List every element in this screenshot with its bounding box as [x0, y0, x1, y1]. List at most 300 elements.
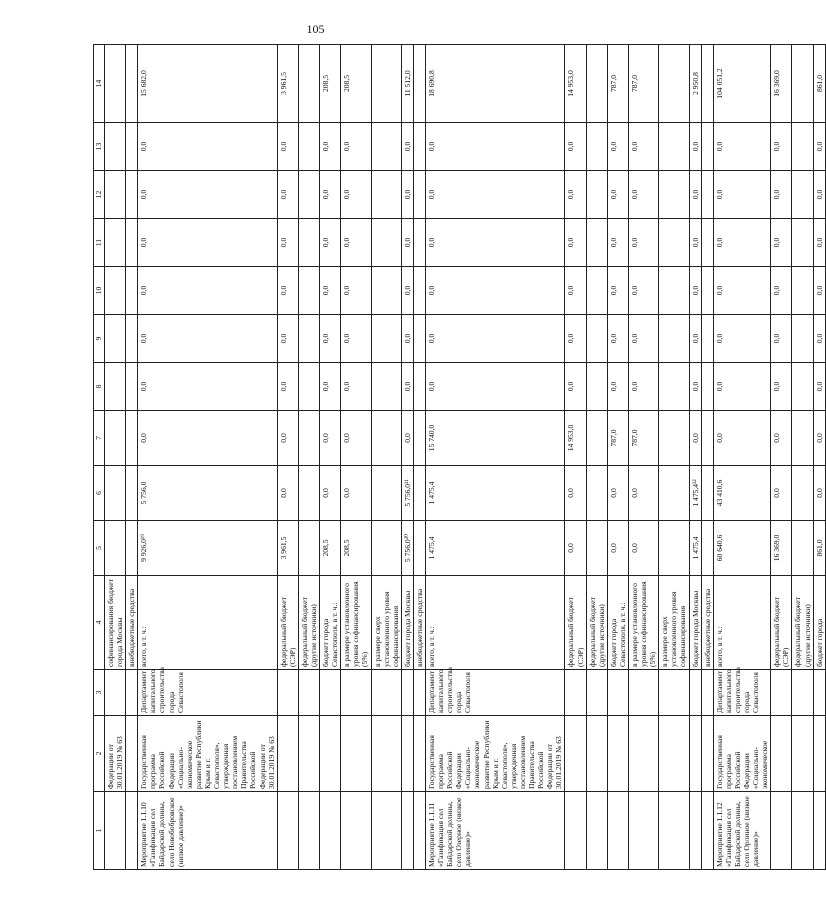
executor-cell: [371, 670, 401, 716]
value-cell: 0,0: [628, 123, 658, 171]
column-number: 4: [94, 576, 105, 670]
total-cell: 11 512,0: [401, 45, 413, 123]
value-cell: [659, 315, 689, 363]
value-cell: [659, 171, 689, 219]
value-cell: [659, 363, 689, 411]
measure-name-cell: [371, 792, 401, 870]
value-cell: 1 475,4: [426, 521, 565, 576]
table-row: [659, 45, 689, 870]
measure-name-cell: [126, 792, 138, 870]
value-cell: [413, 219, 425, 267]
funding-source-cell: бюджет города Севастополя, в т. ч.:: [320, 576, 341, 670]
funding-source-cell: в размере установленного уровня софинансирования (5%): [341, 576, 371, 670]
value-cell: [792, 315, 813, 363]
measure-name-cell: [105, 792, 126, 870]
value-cell: 0,0: [401, 411, 413, 466]
value-cell: 0,0: [607, 171, 628, 219]
total-cell: 861,0: [813, 45, 825, 123]
measure-name-cell: [701, 792, 713, 870]
executor-cell: Департамент капитального строительства города Севастополя: [138, 670, 277, 716]
value-cell: [126, 363, 138, 411]
value-cell: 0,0: [771, 123, 792, 171]
program-name-cell: [277, 716, 298, 792]
value-cell: [701, 315, 713, 363]
value-cell: 0,0: [341, 363, 371, 411]
value-cell: 0,0: [138, 267, 277, 315]
executor-cell: [689, 670, 701, 716]
value-cell: 9 926,0¹⁹: [138, 521, 277, 576]
total-cell: 2 950,8: [689, 45, 701, 123]
value-cell: 0,0: [689, 171, 701, 219]
value-cell: 0,0: [713, 171, 771, 219]
funding-source-cell: в размере сверх установленного уровня софинансирования: [371, 576, 401, 670]
value-cell: 0,0: [320, 411, 341, 466]
value-cell: 0,0: [565, 466, 586, 521]
total-cell: [105, 45, 126, 123]
value-cell: 0,0: [713, 363, 771, 411]
measure-name-cell: [586, 792, 607, 870]
value-cell: [413, 123, 425, 171]
value-cell: [298, 123, 319, 171]
value-cell: [298, 267, 319, 315]
program-name-cell: [659, 716, 689, 792]
funding-source-cell: бюджет города Севастополя, в т. ч.:: [607, 576, 628, 670]
measure-name-cell: [298, 792, 319, 870]
value-cell: [371, 123, 401, 171]
total-cell: 16 369,0: [771, 45, 792, 123]
value-cell: 0,0: [277, 267, 298, 315]
value-cell: [792, 466, 813, 521]
table-row: [701, 45, 713, 870]
value-cell: [298, 219, 319, 267]
value-cell: [126, 219, 138, 267]
program-name-cell: [126, 716, 138, 792]
program-name-cell: [371, 716, 401, 792]
value-cell: 0,0: [277, 411, 298, 466]
table-row: [371, 45, 401, 870]
value-cell: [105, 171, 126, 219]
value-cell: [413, 171, 425, 219]
executor-cell: [565, 670, 586, 716]
program-name-cell: Государственная программа Российской Федерации «Социально-экономическое развитие Республики Крым и г. Севастополя», утвержденная постановлением Правительства Российской Федерации от 30.01.2019 № 63: [138, 716, 277, 792]
executor-cell: [105, 670, 126, 716]
value-cell: 0,0: [771, 315, 792, 363]
value-cell: 0,0: [689, 315, 701, 363]
table-row: [320, 45, 341, 870]
value-cell: [298, 521, 319, 576]
measure-name-cell: [401, 792, 413, 870]
value-cell: 0,0: [341, 315, 371, 363]
value-cell: [586, 363, 607, 411]
executor-cell: [701, 670, 713, 716]
value-cell: 16 369,0: [771, 521, 792, 576]
value-cell: 208,5: [341, 521, 371, 576]
value-cell: 0,0: [607, 521, 628, 576]
executor-cell: [607, 670, 628, 716]
value-cell: 0,0: [607, 123, 628, 171]
value-cell: 0,0: [713, 315, 771, 363]
value-cell: [659, 466, 689, 521]
table-row: [813, 45, 825, 870]
program-name-cell: [701, 716, 713, 792]
value-cell: [126, 171, 138, 219]
program-name-cell: [628, 716, 658, 792]
value-cell: [659, 411, 689, 466]
value-cell: 0,0: [277, 219, 298, 267]
program-name-cell: Государственная программа Российской Федерации «Социально-экономическое развитие Республики Крым и г. Севастополя», утвержденная постановлением Правительства Российской Федерации от 30.01.2019 № 63: [426, 716, 565, 792]
value-cell: 0,0: [320, 466, 341, 521]
executor-cell: [126, 670, 138, 716]
value-cell: [105, 315, 126, 363]
value-cell: 0,0: [426, 219, 565, 267]
value-cell: 0,0: [341, 219, 371, 267]
value-cell: [126, 411, 138, 466]
value-cell: 0,0: [771, 267, 792, 315]
value-cell: [298, 466, 319, 521]
program-name-cell: [298, 716, 319, 792]
value-cell: 0,0: [277, 315, 298, 363]
value-cell: 0,0: [138, 219, 277, 267]
value-cell: 0,0: [628, 363, 658, 411]
header-row: [94, 45, 105, 870]
table-body: [94, 45, 826, 870]
value-cell: 0,0: [341, 267, 371, 315]
funding-source-cell: федеральный бюджет (СЭР): [565, 576, 586, 670]
value-cell: [701, 466, 713, 521]
value-cell: 0,0: [401, 219, 413, 267]
funding-source-cell: внебюджетные средства: [413, 576, 425, 670]
value-cell: 0,0: [607, 466, 628, 521]
value-cell: [105, 267, 126, 315]
column-number: 6: [94, 466, 105, 521]
value-cell: 0,0: [689, 363, 701, 411]
value-cell: [792, 267, 813, 315]
table-row: [607, 45, 628, 870]
table-row: [771, 45, 792, 870]
value-cell: 0,0: [813, 219, 825, 267]
value-cell: 787,0: [628, 411, 658, 466]
value-cell: 43 410,6: [713, 466, 771, 521]
value-cell: [298, 411, 319, 466]
value-cell: [659, 219, 689, 267]
executor-cell: [413, 670, 425, 716]
value-cell: 1 475,4: [689, 521, 701, 576]
measure-name-cell: Мероприятие 1.1.12 «Газификация сел Байдарской долины, село Орлиное (низкое давление)»: [713, 792, 771, 870]
value-cell: [792, 123, 813, 171]
column-number: 1: [94, 792, 105, 870]
value-cell: 0,0: [689, 219, 701, 267]
total-cell: 787,0: [628, 45, 658, 123]
table-row: [298, 45, 319, 870]
executor-cell: [298, 670, 319, 716]
value-cell: [586, 171, 607, 219]
table-row: [401, 45, 413, 870]
value-cell: 0,0: [426, 363, 565, 411]
column-number: 14: [94, 45, 105, 123]
value-cell: 0,0: [401, 123, 413, 171]
value-cell: [413, 411, 425, 466]
executor-cell: [813, 670, 825, 716]
value-cell: [659, 521, 689, 576]
value-cell: 0,0: [138, 315, 277, 363]
value-cell: [701, 123, 713, 171]
value-cell: 0,0: [565, 315, 586, 363]
value-cell: 0,0: [138, 171, 277, 219]
value-cell: 0,0: [813, 466, 825, 521]
value-cell: [586, 267, 607, 315]
value-cell: [659, 123, 689, 171]
value-cell: [701, 363, 713, 411]
value-cell: 0,0: [607, 363, 628, 411]
program-name-cell: [607, 716, 628, 792]
value-cell: 0,0: [628, 521, 658, 576]
value-cell: [792, 171, 813, 219]
table-row: [628, 45, 658, 870]
value-cell: 0,0: [813, 123, 825, 171]
program-name-cell: [689, 716, 701, 792]
table-row: [105, 45, 126, 870]
value-cell: [371, 363, 401, 411]
total-cell: 104 051,2: [713, 45, 771, 123]
funding-source-cell: федеральный бюджет (СЭР): [771, 576, 792, 670]
value-cell: [792, 363, 813, 411]
measure-name-cell: [277, 792, 298, 870]
total-cell: [298, 45, 319, 123]
value-cell: 0,0: [320, 219, 341, 267]
value-cell: 0,0: [628, 219, 658, 267]
program-name-cell: Государственная программа Российской Федерации «Социально-экономическое: [713, 716, 771, 792]
value-cell: [371, 267, 401, 315]
value-cell: 0,0: [401, 171, 413, 219]
value-cell: [413, 315, 425, 363]
value-cell: 0,0: [401, 363, 413, 411]
value-cell: 3 961,5: [277, 521, 298, 576]
total-cell: 15 682,0: [138, 45, 277, 123]
value-cell: [105, 363, 126, 411]
value-cell: [586, 315, 607, 363]
program-name-cell: Федерации от 30.01.2019 № 63: [105, 716, 126, 792]
total-cell: 18 690,8: [426, 45, 565, 123]
value-cell: 0,0: [341, 411, 371, 466]
value-cell: [371, 171, 401, 219]
table-row: [792, 45, 813, 870]
value-cell: [413, 363, 425, 411]
total-cell: [413, 45, 425, 123]
table-row: [126, 45, 138, 870]
value-cell: 5 756,0²¹: [401, 466, 413, 521]
value-cell: [701, 171, 713, 219]
total-cell: [586, 45, 607, 123]
measure-name-cell: [792, 792, 813, 870]
value-cell: 0,0: [320, 315, 341, 363]
funding-source-cell: бюджет города: [813, 576, 825, 670]
funding-source-cell: всего, в т. ч.:: [426, 576, 565, 670]
table-row: [565, 45, 586, 870]
value-cell: [701, 267, 713, 315]
value-cell: 0,0: [320, 267, 341, 315]
measure-name-cell: [341, 792, 371, 870]
value-cell: 0,0: [607, 267, 628, 315]
value-cell: 861,0: [813, 521, 825, 576]
value-cell: [298, 171, 319, 219]
measure-name-cell: [607, 792, 628, 870]
table-row: [426, 45, 565, 870]
value-cell: [371, 315, 401, 363]
value-cell: [413, 466, 425, 521]
value-cell: 0,0: [813, 267, 825, 315]
value-cell: [105, 123, 126, 171]
program-name-cell: [586, 716, 607, 792]
executor-cell: [628, 670, 658, 716]
value-cell: 0,0: [277, 171, 298, 219]
program-name-cell: [565, 716, 586, 792]
value-cell: 208,5: [320, 521, 341, 576]
value-cell: 0,0: [320, 123, 341, 171]
value-cell: [701, 219, 713, 267]
funding-source-cell: федеральный бюджет (другие источники): [586, 576, 607, 670]
total-cell: 208,5: [341, 45, 371, 123]
value-cell: [126, 315, 138, 363]
value-cell: 0,0: [689, 411, 701, 466]
value-cell: [586, 411, 607, 466]
value-cell: 1 475,4²²: [689, 466, 701, 521]
column-number: 8: [94, 363, 105, 411]
value-cell: [413, 267, 425, 315]
value-cell: 0,0: [607, 315, 628, 363]
funding-source-cell: софинансирования бюджет города Москвы: [105, 576, 126, 670]
measure-name-cell: [689, 792, 701, 870]
value-cell: [413, 521, 425, 576]
value-cell: 0,0: [771, 411, 792, 466]
value-cell: [105, 521, 126, 576]
value-cell: [371, 411, 401, 466]
value-cell: 787,0: [607, 411, 628, 466]
value-cell: 0,0: [628, 171, 658, 219]
value-cell: 0,0: [813, 315, 825, 363]
value-cell: [792, 521, 813, 576]
program-name-cell: [413, 716, 425, 792]
value-cell: 0,0: [401, 315, 413, 363]
value-cell: [105, 466, 126, 521]
value-cell: [792, 219, 813, 267]
program-name-cell: [771, 716, 792, 792]
executor-cell: [771, 670, 792, 716]
measure-name-cell: [813, 792, 825, 870]
executor-cell: [586, 670, 607, 716]
value-cell: [126, 123, 138, 171]
value-cell: 0,0: [277, 363, 298, 411]
value-cell: 0,0: [713, 123, 771, 171]
value-cell: [659, 267, 689, 315]
measure-name-cell: [771, 792, 792, 870]
value-cell: 0,0: [565, 521, 586, 576]
program-name-cell: [813, 716, 825, 792]
value-cell: [586, 123, 607, 171]
value-cell: 0,0: [713, 411, 771, 466]
value-cell: 0,0: [628, 267, 658, 315]
total-cell: 3 961,5: [277, 45, 298, 123]
value-cell: 0,0: [426, 315, 565, 363]
value-cell: 0,0: [320, 171, 341, 219]
value-cell: 60 640,6: [713, 521, 771, 576]
value-cell: [371, 219, 401, 267]
total-cell: 208,5: [320, 45, 341, 123]
value-cell: [586, 521, 607, 576]
value-cell: 0,0: [138, 411, 277, 466]
total-cell: [126, 45, 138, 123]
value-cell: 0,0: [689, 123, 701, 171]
value-cell: 0,0: [426, 267, 565, 315]
total-cell: [659, 45, 689, 123]
value-cell: 0,0: [813, 363, 825, 411]
executor-cell: Департамент капитального строительства города Севастополя: [713, 670, 771, 716]
table-row: [713, 45, 771, 870]
total-cell: [371, 45, 401, 123]
value-cell: [298, 315, 319, 363]
value-cell: 0,0: [565, 123, 586, 171]
funding-source-cell: в размере сверх установленного уровня софинансирования: [659, 576, 689, 670]
budget-table: [93, 44, 826, 870]
value-cell: 0,0: [713, 267, 771, 315]
total-cell: [701, 45, 713, 123]
value-cell: 0,0: [138, 123, 277, 171]
value-cell: 0,0: [426, 123, 565, 171]
value-cell: 0,0: [277, 123, 298, 171]
measure-name-cell: [320, 792, 341, 870]
table-row: [689, 45, 701, 870]
program-name-cell: [341, 716, 371, 792]
value-cell: 0,0: [771, 171, 792, 219]
executor-cell: [659, 670, 689, 716]
column-number: 7: [94, 411, 105, 466]
program-name-cell: [320, 716, 341, 792]
value-cell: [586, 219, 607, 267]
total-cell: [792, 45, 813, 123]
value-cell: 0,0: [813, 411, 825, 466]
value-cell: [298, 363, 319, 411]
value-cell: 15 740,0: [426, 411, 565, 466]
value-cell: 5 756,0: [138, 466, 277, 521]
measure-name-cell: Мероприятие 1.1.10 «Газификация сел Байдарской долины, село Новобобровское (низкое давление)»: [138, 792, 277, 870]
value-cell: 0,0: [771, 466, 792, 521]
total-cell: 14 953,0: [565, 45, 586, 123]
table-row: [277, 45, 298, 870]
value-cell: 0,0: [341, 171, 371, 219]
funding-source-cell: федеральный бюджет (другие источники): [792, 576, 813, 670]
column-number: 5: [94, 521, 105, 576]
column-number: 12: [94, 171, 105, 219]
value-cell: 0,0: [607, 219, 628, 267]
column-number: 3: [94, 670, 105, 716]
value-cell: [126, 466, 138, 521]
executor-cell: [320, 670, 341, 716]
column-number: 2: [94, 716, 105, 792]
value-cell: [126, 521, 138, 576]
value-cell: 0,0: [565, 171, 586, 219]
value-cell: [371, 521, 401, 576]
table-row: [413, 45, 425, 870]
measure-name-cell: [659, 792, 689, 870]
program-name-cell: [401, 716, 413, 792]
value-cell: 0,0: [138, 363, 277, 411]
funding-source-cell: всего, в т. ч.:: [713, 576, 771, 670]
funding-source-cell: всего, в т. ч.:: [138, 576, 277, 670]
value-cell: 0,0: [813, 171, 825, 219]
value-cell: 0,0: [277, 466, 298, 521]
value-cell: 0,0: [628, 315, 658, 363]
table-row: [341, 45, 371, 870]
page-number: 105: [306, 22, 325, 36]
